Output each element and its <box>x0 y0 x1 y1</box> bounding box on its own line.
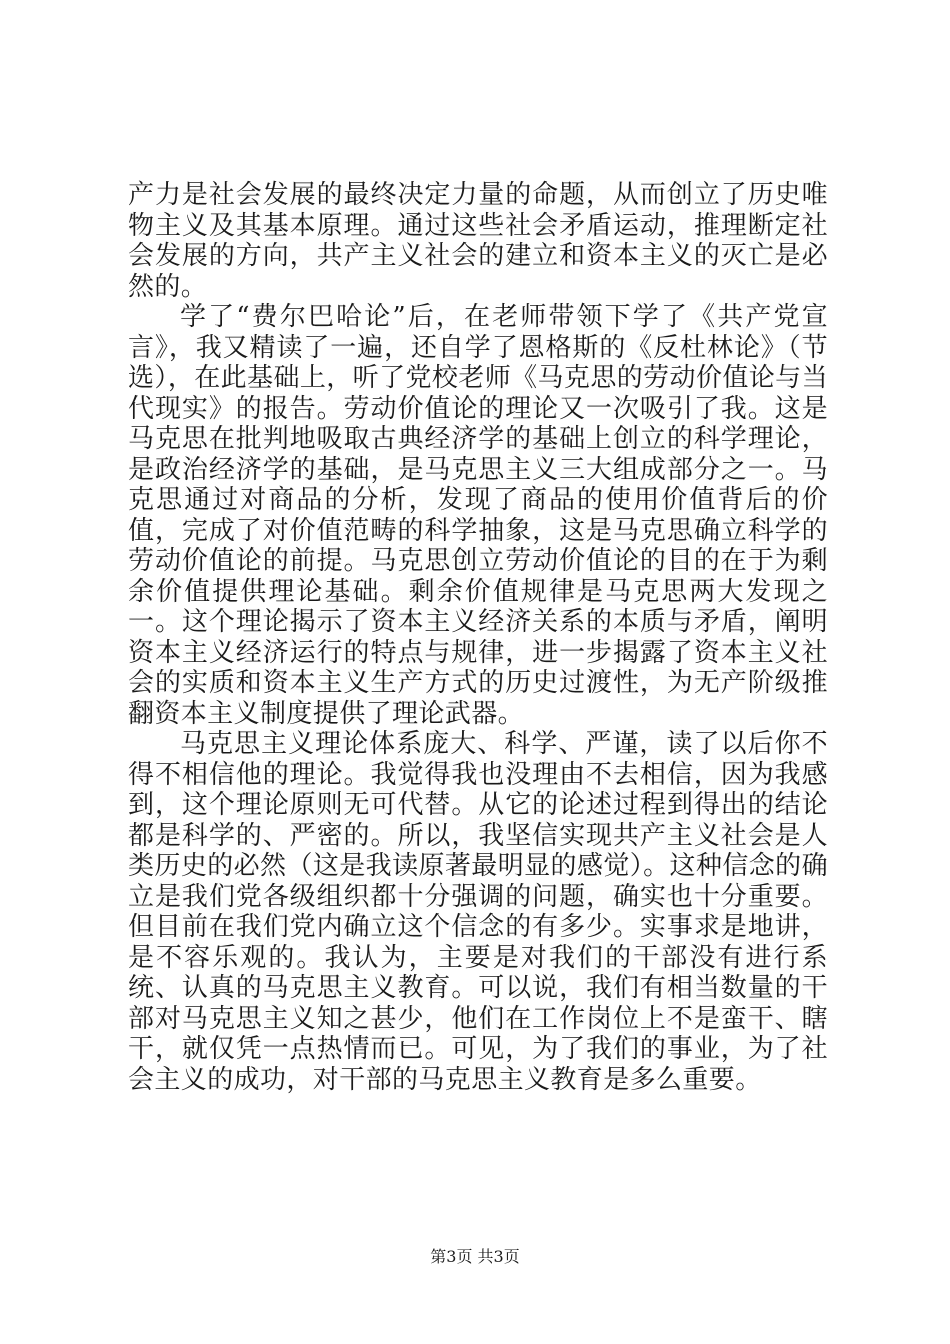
paragraph-continuation: 产力是社会发展的最终决定力量的命题，从而创立了历史唯物主义及其基本原理。通过这些社会矛盾运动，推理断定社会发展的方向，共产主义社会的建立和资本主义的灭亡是必然的。 <box>128 180 828 302</box>
document-body <box>128 180 828 1095</box>
paragraph-marxism-education: 马克思主义理论体系庞大、科学、严谨，读了以后你不得不相信他的理论。我觉得我也没理由不去相信，因为我感到，这个理论原则无可代替。从它的论述过程到得出的结论都是科学的、严密的。所以，我坚信实现共产主义社会是人类历史的必然（这是我读原著最明显的感觉）。这种信念的确立是我们党各级组织都十分强调的问题，确实也十分重要。但目前在我们党内确立这个信念的有多少。实事求是地讲，是不容乐观的。我认为，主要是对我们的干部没有进行系统、认真的马克思主义教育。可以说，我们有相当数量的干部对马克思主义知之甚少，他们在工作岗位上不是蛮干、瞎干，就仅凭一点热情而已。可见，为了我们的事业，为了社会主义的成功，对干部的马克思主义教育是多么重要。 <box>128 729 828 1095</box>
page-number-footer: 第3页 共3页 <box>430 1247 520 1266</box>
paragraph-labor-value-theory: 学了“费尔巴哈论”后，在老师带领下学了《共产党宣言》，我又精读了一遍，还自学了恩格斯的《反杜林论》（节选），在此基础上，听了党校老师《马克思的劳动价值论与当代现实》的报告。劳动价值论的理论又一次吸引了我。这是马克思在批判地吸取古典经济学的基础上创立的科学理论，是政治经济学的基础，是马克思主义三大组成部分之一。马克思通过对商品的分析，发现了商品的使用价值背后的价值，完成了对价值范畴的科学抽象，这是马克思确立科学的劳动价值论的前提。马克思创立劳动价值论的目的在于为剩余价值提供理论基础。剩余价值规律是马克思两大发现之一。这个理论揭示了资本主义经济关系的本质与矛盾，阐明资本主义经济运行的特点与规律，进一步揭露了资本主义社会的实质和资本主义生产方式的历史过渡性，为无产阶级推翻资本主义制度提供了理论武器。 <box>128 302 828 729</box>
